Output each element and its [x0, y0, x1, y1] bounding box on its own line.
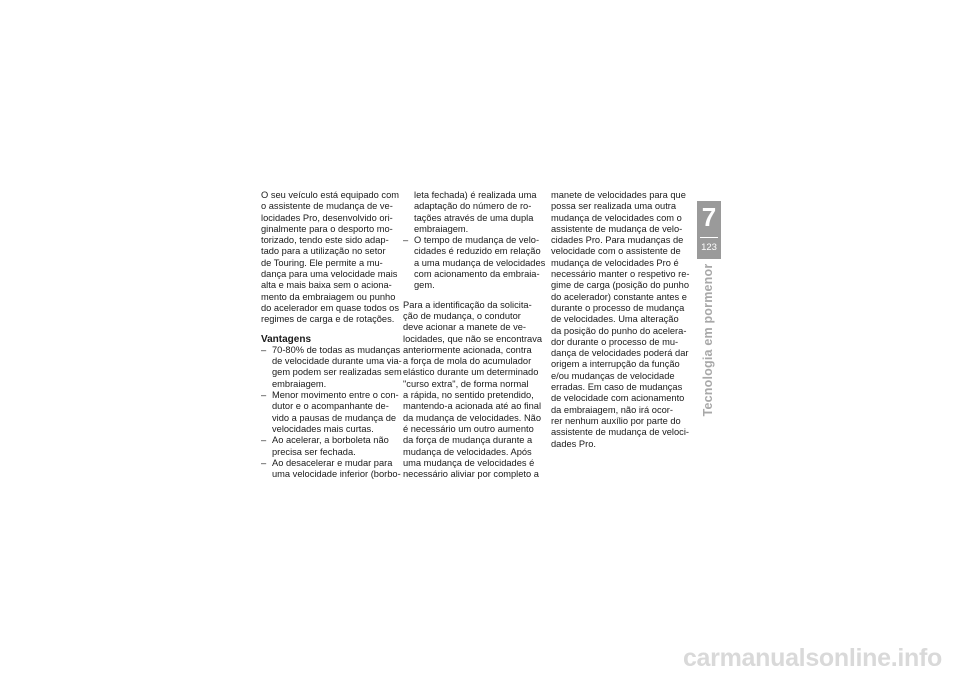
- body-text-line: "curso extra", de forma normal: [403, 378, 529, 389]
- paragraph-gap: [261, 326, 403, 334]
- body-text-line: cidades Pro. Para mudanças de: [551, 235, 684, 246]
- body-text-line: torizado, tendo este sido adap-: [261, 235, 389, 246]
- dash-bullet: –: [261, 344, 267, 355]
- list-item-line: vido a pausas de mudança de: [272, 412, 397, 423]
- body-text-line: elástico durante um determinado: [403, 367, 539, 378]
- body-text-line: Para a identificação da solicita-: [403, 299, 532, 310]
- body-text-line: assistente de mudança de veloci-: [551, 427, 689, 438]
- list-item-line: cidades é reduzido em relação: [414, 246, 541, 257]
- list-item-line: com acionamento da embraia-: [414, 269, 540, 280]
- body-text-line: necessário aliviar por completo a: [403, 469, 539, 480]
- list-item-line: tações através de uma dupla: [414, 212, 534, 223]
- body-text-line: a força de mola do acumulador: [403, 356, 532, 367]
- body-text-line: rer nenhum auxílio por parte do: [551, 415, 681, 426]
- body-text-line: o assistente de mudança de ve-: [261, 201, 393, 212]
- body-text-line: velocidade com o assistente de: [551, 246, 681, 257]
- body-text-line: origem a interrupção da função: [551, 359, 680, 370]
- body-text-line: e/ou mudanças de velocidade: [551, 370, 675, 381]
- body-text-line: de Touring. Ele permite a mu-: [261, 257, 383, 268]
- dash-bullet: –: [403, 235, 409, 246]
- body-text-line: regimes de carga e de rotações.: [261, 314, 395, 325]
- dash-bullet: –: [261, 435, 267, 446]
- body-text-line: dades Pro.: [551, 438, 596, 449]
- body-text-line: tado para a utilização no setor: [261, 246, 386, 257]
- body-text-line: do acelerador em quase todos os: [261, 302, 399, 313]
- body-text-line: da mudança de velocidades. Não: [403, 412, 541, 423]
- body-text-line: alta e mais baixa sem o aciona-: [261, 280, 392, 291]
- body-text-line: ção de mudança, o condutor: [403, 310, 521, 321]
- body-text-line: do acelerador) constante antes e: [551, 291, 687, 302]
- body-text-line: é necessário um outro aumento: [403, 423, 534, 434]
- body-text-line: necessário manter o respetivo re-: [551, 269, 690, 280]
- list-item-line: leta fechada) é realizada uma: [414, 190, 537, 200]
- body-text-line: de velocidades. Uma alteração: [551, 314, 679, 325]
- body-text-line: locidades, que não se encontrava: [403, 333, 543, 344]
- body-text-line: possa ser realizada uma outra: [551, 201, 677, 212]
- body-text-line: manete de velocidades para que: [551, 190, 686, 200]
- chapter-number: 7: [701, 202, 717, 232]
- body-text-line: uma mudança de velocidades é: [403, 457, 535, 468]
- list-item-first-line: [261, 345, 403, 356]
- chapter-tab: [697, 201, 721, 259]
- body-text-line: dança para uma velocidade mais: [261, 269, 398, 280]
- section-heading: Vantagens: [261, 333, 312, 345]
- list-item-first-line: [403, 235, 545, 246]
- list-item-line: embraiagem.: [414, 223, 469, 234]
- body-text-line: O seu veículo está equipado com: [261, 190, 399, 200]
- list-item-text: Ao acelerar, a borboleta não: [272, 435, 389, 446]
- body-text-line: mudança de velocidades Pro é: [551, 257, 679, 268]
- body-text-line: assistente de mudança de velo-: [551, 223, 683, 234]
- paragraph-gap: [403, 292, 545, 300]
- body-text-line: a rápida, no sentido pretendido,: [403, 390, 534, 401]
- list-item-line: dutor e o acompanhante de-: [272, 401, 389, 412]
- list-item: [261, 345, 403, 390]
- body-text-line: durante o processo de mudança: [551, 302, 685, 313]
- body-text-line: dança de velocidades poderá dar: [551, 348, 689, 359]
- body-text-line: gime de carga (posição do punho: [551, 280, 689, 291]
- list-item-line: adaptação do número de ro-: [414, 201, 532, 212]
- list-item: [261, 390, 403, 435]
- list-item-line: de velocidade durante uma via-: [272, 356, 402, 367]
- body-text-line: locidades Pro, desenvolvido ori-: [261, 212, 393, 223]
- list-item-text: 70-80% de todas as mudanças: [272, 344, 401, 355]
- list-item-line: uma velocidade inferior (borbo-: [272, 469, 401, 480]
- list-item-line: embraiagem.: [272, 378, 327, 389]
- body-text-line: mento da embraiagem ou punho: [261, 291, 396, 302]
- body-text-line: mudança de velocidades. Após: [403, 446, 532, 457]
- list-item-line: a uma mudança de velocidades: [414, 257, 546, 268]
- body-text-line: mudança de velocidades com o: [551, 212, 682, 223]
- body-text-line: da embraiagem, não irá ocor-: [551, 404, 673, 415]
- list-item-line: velocidades mais curtas.: [272, 423, 374, 434]
- body-text-line: mantendo-a acionada até ao final: [403, 401, 542, 412]
- dash-bullet: –: [261, 457, 267, 468]
- list-item-line: gem podem ser realizadas sem: [272, 367, 402, 378]
- list-item-first-line: [261, 435, 403, 446]
- text-column-2: [403, 190, 545, 480]
- list-item: [403, 235, 545, 291]
- page-number: 123: [701, 242, 717, 253]
- body-text-line: da posição do punho do acelera-: [551, 325, 687, 336]
- text-column-1: [261, 190, 403, 480]
- list-item: [261, 435, 403, 458]
- body-text-line: erradas. Em caso de mudanças: [551, 382, 683, 393]
- list-item-first-line: [261, 390, 403, 401]
- body-text-line: da força de mudança durante a: [403, 435, 533, 446]
- text-column-3: [551, 190, 693, 450]
- list-item-line: precisa ser fechada.: [272, 446, 356, 457]
- list-item-text: Ao desacelerar e mudar para: [272, 457, 393, 468]
- body-text-line: dor durante o processo de mu-: [551, 336, 679, 347]
- list-item-line: gem.: [414, 280, 435, 291]
- list-item-text: O tempo de mudança de velo-: [414, 235, 540, 246]
- body-text-line: ginalmente para o desporto mo-: [261, 223, 393, 234]
- list-item: [261, 458, 403, 481]
- body-text-line: anteriormente acionada, contra: [403, 344, 532, 355]
- list-item-first-line: [261, 458, 403, 469]
- dash-bullet: –: [261, 390, 267, 401]
- body-text-line: deve acionar a manete de ve-: [403, 322, 527, 333]
- body-text-line: de velocidade com acionamento: [551, 393, 685, 404]
- chapter-side-title: Tecnologia em pormenor: [701, 263, 715, 417]
- list-item-text: Menor movimento entre o con-: [272, 390, 399, 401]
- watermark: carmanualsonline.info: [682, 644, 942, 672]
